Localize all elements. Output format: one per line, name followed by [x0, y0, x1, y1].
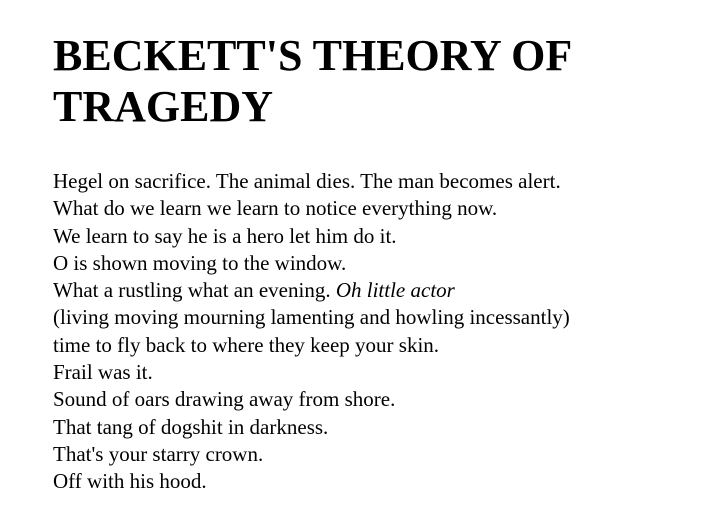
poem-line: Hegel on sacrifice. The animal dies. The man becomes alert.	[53, 169, 561, 193]
poem-body	[53, 168, 713, 496]
poem-line: Off with his hood.	[53, 469, 207, 494]
poem-line	[53, 277, 713, 304]
poem-title: BECKETT'S THEORY OF TRAGEDY	[53, 31, 571, 131]
poem-line-italic-part: Oh little actor	[335, 278, 455, 303]
poem-line: We learn to say he is a hero let him do it.	[53, 223, 397, 248]
poem-line: Sound of oars drawing away from shore.	[53, 387, 396, 412]
poem-line: What do we learn we learn to notice everything now.	[53, 196, 498, 221]
poem-line: That tang of dogshit in darkness.	[53, 414, 329, 439]
poem-line: (living moving mourning lamenting and howling incessantly)	[53, 305, 570, 330]
poem-line: time to fly back to where they keep your skin.	[53, 332, 440, 357]
poem-line: That's your starry crown.	[53, 441, 264, 466]
poem-line-roman-part: What a rustling what an evening.	[53, 278, 336, 303]
poem-line: Frail was it.	[53, 360, 153, 385]
poem-line: O is shown moving to the window.	[53, 250, 347, 275]
